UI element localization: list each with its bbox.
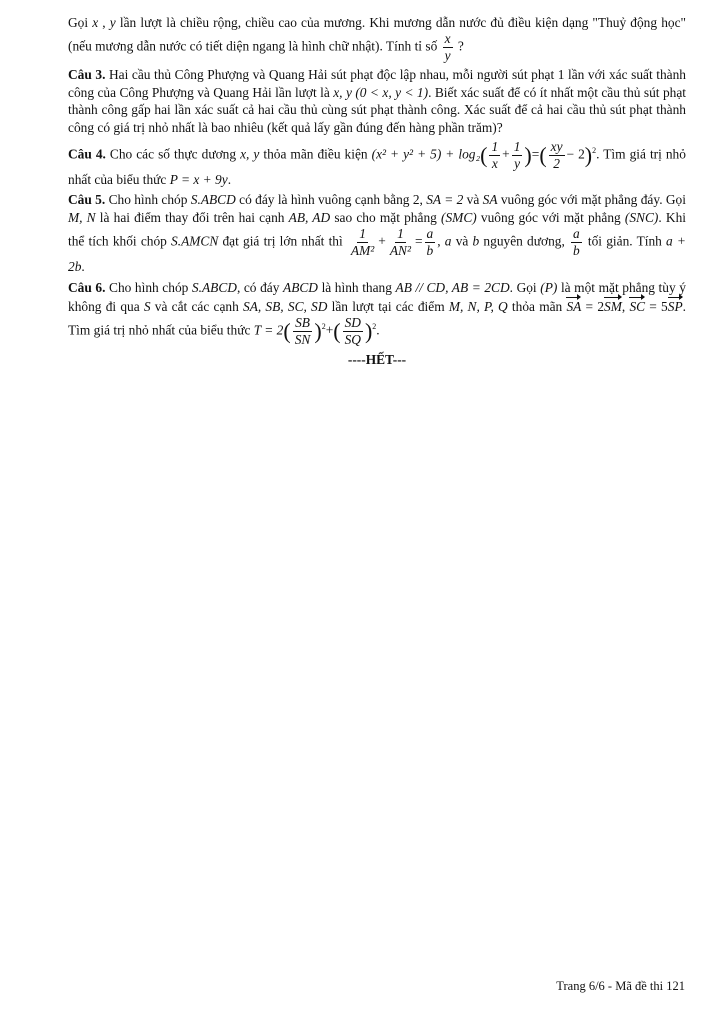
fraction-numerator: 1: [489, 140, 500, 156]
math-y: y: [109, 15, 116, 30]
question-text: .: [227, 171, 232, 187]
question-5: [68, 191, 686, 275]
math-expression: x, y: [240, 146, 260, 162]
fraction-denominator: x: [491, 155, 498, 171]
question-text: ,: [437, 233, 445, 249]
fraction-numerator: a: [425, 227, 436, 243]
math-expression: AB, AD: [288, 210, 331, 226]
math-operator: =: [414, 233, 423, 249]
question-text: và cắt các cạnh: [150, 299, 243, 315]
question-3: [68, 66, 686, 137]
fraction: [293, 316, 313, 347]
math-operator: =: [531, 146, 540, 162]
question-text: và: [451, 233, 473, 249]
fraction-denominator: 2: [553, 155, 560, 171]
question-label: Câu 4.: [68, 146, 106, 162]
question-text: vuông góc với mặt phẳng đáy. Gọi: [497, 192, 686, 208]
question-text: Cho hình chóp: [105, 192, 191, 208]
math-separator: ,: [621, 299, 630, 315]
math-expression: T = 2: [253, 322, 284, 338]
math-operator: +: [325, 322, 334, 338]
math-expression: S.ABCD: [190, 192, 236, 208]
math-expression: SA: [482, 192, 498, 208]
exponent: 2: [372, 322, 377, 332]
question-text: Cho hình chóp: [105, 279, 192, 295]
fraction-denominator: b: [573, 242, 580, 258]
question-text: lần lượt tại các điểm: [327, 299, 449, 315]
question-text: và: [463, 192, 483, 208]
question-6: [68, 279, 686, 348]
question-text: là một mặt phẳng tùy ý không đi qua: [68, 279, 686, 315]
math-expression: SA = 2: [426, 192, 464, 208]
question-text: . Tìm giá trị nhỏ nhất của biểu thức: [68, 146, 686, 187]
math-expression: P = x + 9y: [169, 171, 228, 187]
paren-open: (: [333, 318, 341, 344]
paren-close: ): [364, 318, 373, 344]
fraction: [425, 227, 436, 258]
fraction: [549, 140, 565, 171]
fraction-numerator: x: [443, 32, 453, 48]
vector-sm: SM: [604, 296, 622, 316]
question-text: Hai cầu thủ Công Phượng và Quang Hải sút phạt độc lập nhau, mỗi người sút phạt 1 lần với xác suất thành công của Công Phượng và Quang Hải lần lượt là: [68, 66, 686, 100]
exponent: 2: [592, 145, 597, 155]
math-expression: x, y: [333, 84, 352, 100]
question-text: thỏa mãn: [507, 299, 567, 315]
question-text: là hình thang: [317, 279, 396, 295]
math-expression: AB // CD, AB = 2CD: [395, 279, 510, 295]
math-x: x: [92, 15, 99, 30]
paren-open: (: [283, 318, 291, 344]
math-expression: (x² + y² + 5) + log₂: [371, 146, 481, 162]
end-mark: ----HẾT---: [347, 352, 407, 368]
math-expression: (SMC): [441, 210, 477, 226]
intro-text: ?: [454, 38, 464, 54]
math-operator: +: [502, 146, 510, 162]
question-text: sao cho mặt phẳng: [330, 210, 442, 226]
question-label: Câu 5.: [68, 192, 106, 208]
fraction-numerator: a: [571, 227, 582, 243]
math-expression: SA, SB, SC, SD: [243, 299, 328, 315]
vector-sp: SP: [668, 296, 683, 316]
question-text: có đáy là hình vuông cạnh bằng 2,: [235, 192, 427, 208]
question-label: Câu 3.: [68, 66, 106, 82]
math-expression: S.ABCD: [191, 279, 237, 295]
math-expression: a: [444, 233, 452, 249]
intro-text: lần lượt là chiều rộng, chiều cao của mương. Khi mương dẫn nước đủ điều kiện dạng "Thuỷ động học" (nếu mương dẫn nước có tiết diện ngang là hình chữ nhật). Tính tỉ số: [68, 15, 687, 54]
fraction-denominator: SQ: [344, 332, 361, 347]
question-text: đạt giá trị lớn nhất thì: [218, 233, 347, 249]
question-text: . Khi thể tích khối chóp: [68, 210, 687, 249]
fraction-x-over-y: [443, 32, 453, 63]
paren-close: ): [584, 142, 593, 168]
fraction-numerator: SD: [343, 316, 363, 332]
document-page: [68, 14, 686, 382]
question-text: nguyên dương,: [479, 233, 569, 249]
intro-paragraph: [68, 14, 686, 63]
question-text: . Biết xác suất để có ít nhất một cầu thủ sút phạt thành công gấp hai lần xác suất cả hai cầu thủ cùng sút phạt thành công. Xác suất để cả hai cầu thủ sút phạt thành công có giá trị nhỏ nhất là bao nhiêu (kết quả lấy gần đúng đến hàng phần trăm)?: [68, 84, 686, 135]
paren-close: ): [314, 318, 322, 344]
math-expression: M, N: [68, 210, 96, 226]
fraction-numerator: xy: [549, 140, 565, 156]
math-expression: − 2: [566, 146, 585, 162]
fraction-numerator: 1: [512, 140, 523, 156]
fraction: [571, 227, 582, 258]
question-text: . Tìm giá trị nhỏ nhất của biểu thức: [68, 299, 686, 338]
math-expression: (0 < x, y < 1): [355, 84, 429, 100]
fraction: [349, 227, 376, 258]
paren-open: (: [539, 142, 547, 168]
math-expression: (SNC): [624, 210, 659, 226]
question-text: là hai điểm thay đổi trên hai cạnh: [95, 210, 289, 226]
fraction: [343, 316, 363, 347]
fraction-denominator: SN: [294, 332, 311, 347]
intro-text: Gọi: [68, 15, 93, 30]
math-expression: a + 2b: [68, 233, 686, 274]
fraction-denominator: y: [514, 155, 521, 171]
question-text: thỏa mãn điều kiện: [259, 146, 372, 162]
fraction-numerator: SB: [293, 316, 312, 332]
question-4: [68, 140, 686, 189]
paren-close: ): [524, 142, 532, 168]
question-text: .: [376, 322, 380, 338]
math-expression: b: [472, 233, 480, 249]
fraction-denominator: y: [444, 47, 451, 63]
fraction-denominator: AM²: [350, 242, 375, 258]
fraction-numerator: 1: [395, 227, 406, 243]
question-label: Câu 6.: [68, 279, 106, 295]
question-text: , có đáy: [236, 279, 284, 295]
math-operator: +: [378, 233, 386, 249]
fraction-denominator: AN²: [389, 242, 411, 258]
math-expression: S: [143, 299, 151, 315]
vector-sc: SC: [629, 296, 645, 316]
fraction: [489, 140, 500, 171]
fraction: [512, 140, 523, 171]
math-expression: S.AMCN: [171, 233, 219, 249]
math-expression: ABCD: [283, 279, 318, 295]
question-text: Cho các số thực dương: [105, 146, 241, 162]
question-text: .: [81, 258, 85, 274]
question-text: vuông góc với mặt phẳng: [476, 210, 625, 226]
page-footer: Trang 6/6 - Mã đề thi 121: [556, 979, 685, 993]
math-expression: M, N, P, Q: [448, 299, 508, 315]
vector-sa: SA: [566, 296, 581, 316]
question-text: . Gọi: [509, 279, 541, 295]
fraction-denominator: b: [426, 242, 434, 258]
math-expression: = 2: [581, 299, 605, 315]
paren-open: (: [480, 142, 488, 168]
intro-sep: ,: [98, 15, 110, 30]
fraction: [388, 227, 413, 258]
exponent: 2: [321, 322, 326, 332]
question-text: tối giản. Tính: [583, 233, 667, 249]
math-expression: = 5: [645, 299, 668, 315]
fraction-numerator: 1: [357, 227, 368, 243]
math-expression: (P): [540, 279, 558, 295]
